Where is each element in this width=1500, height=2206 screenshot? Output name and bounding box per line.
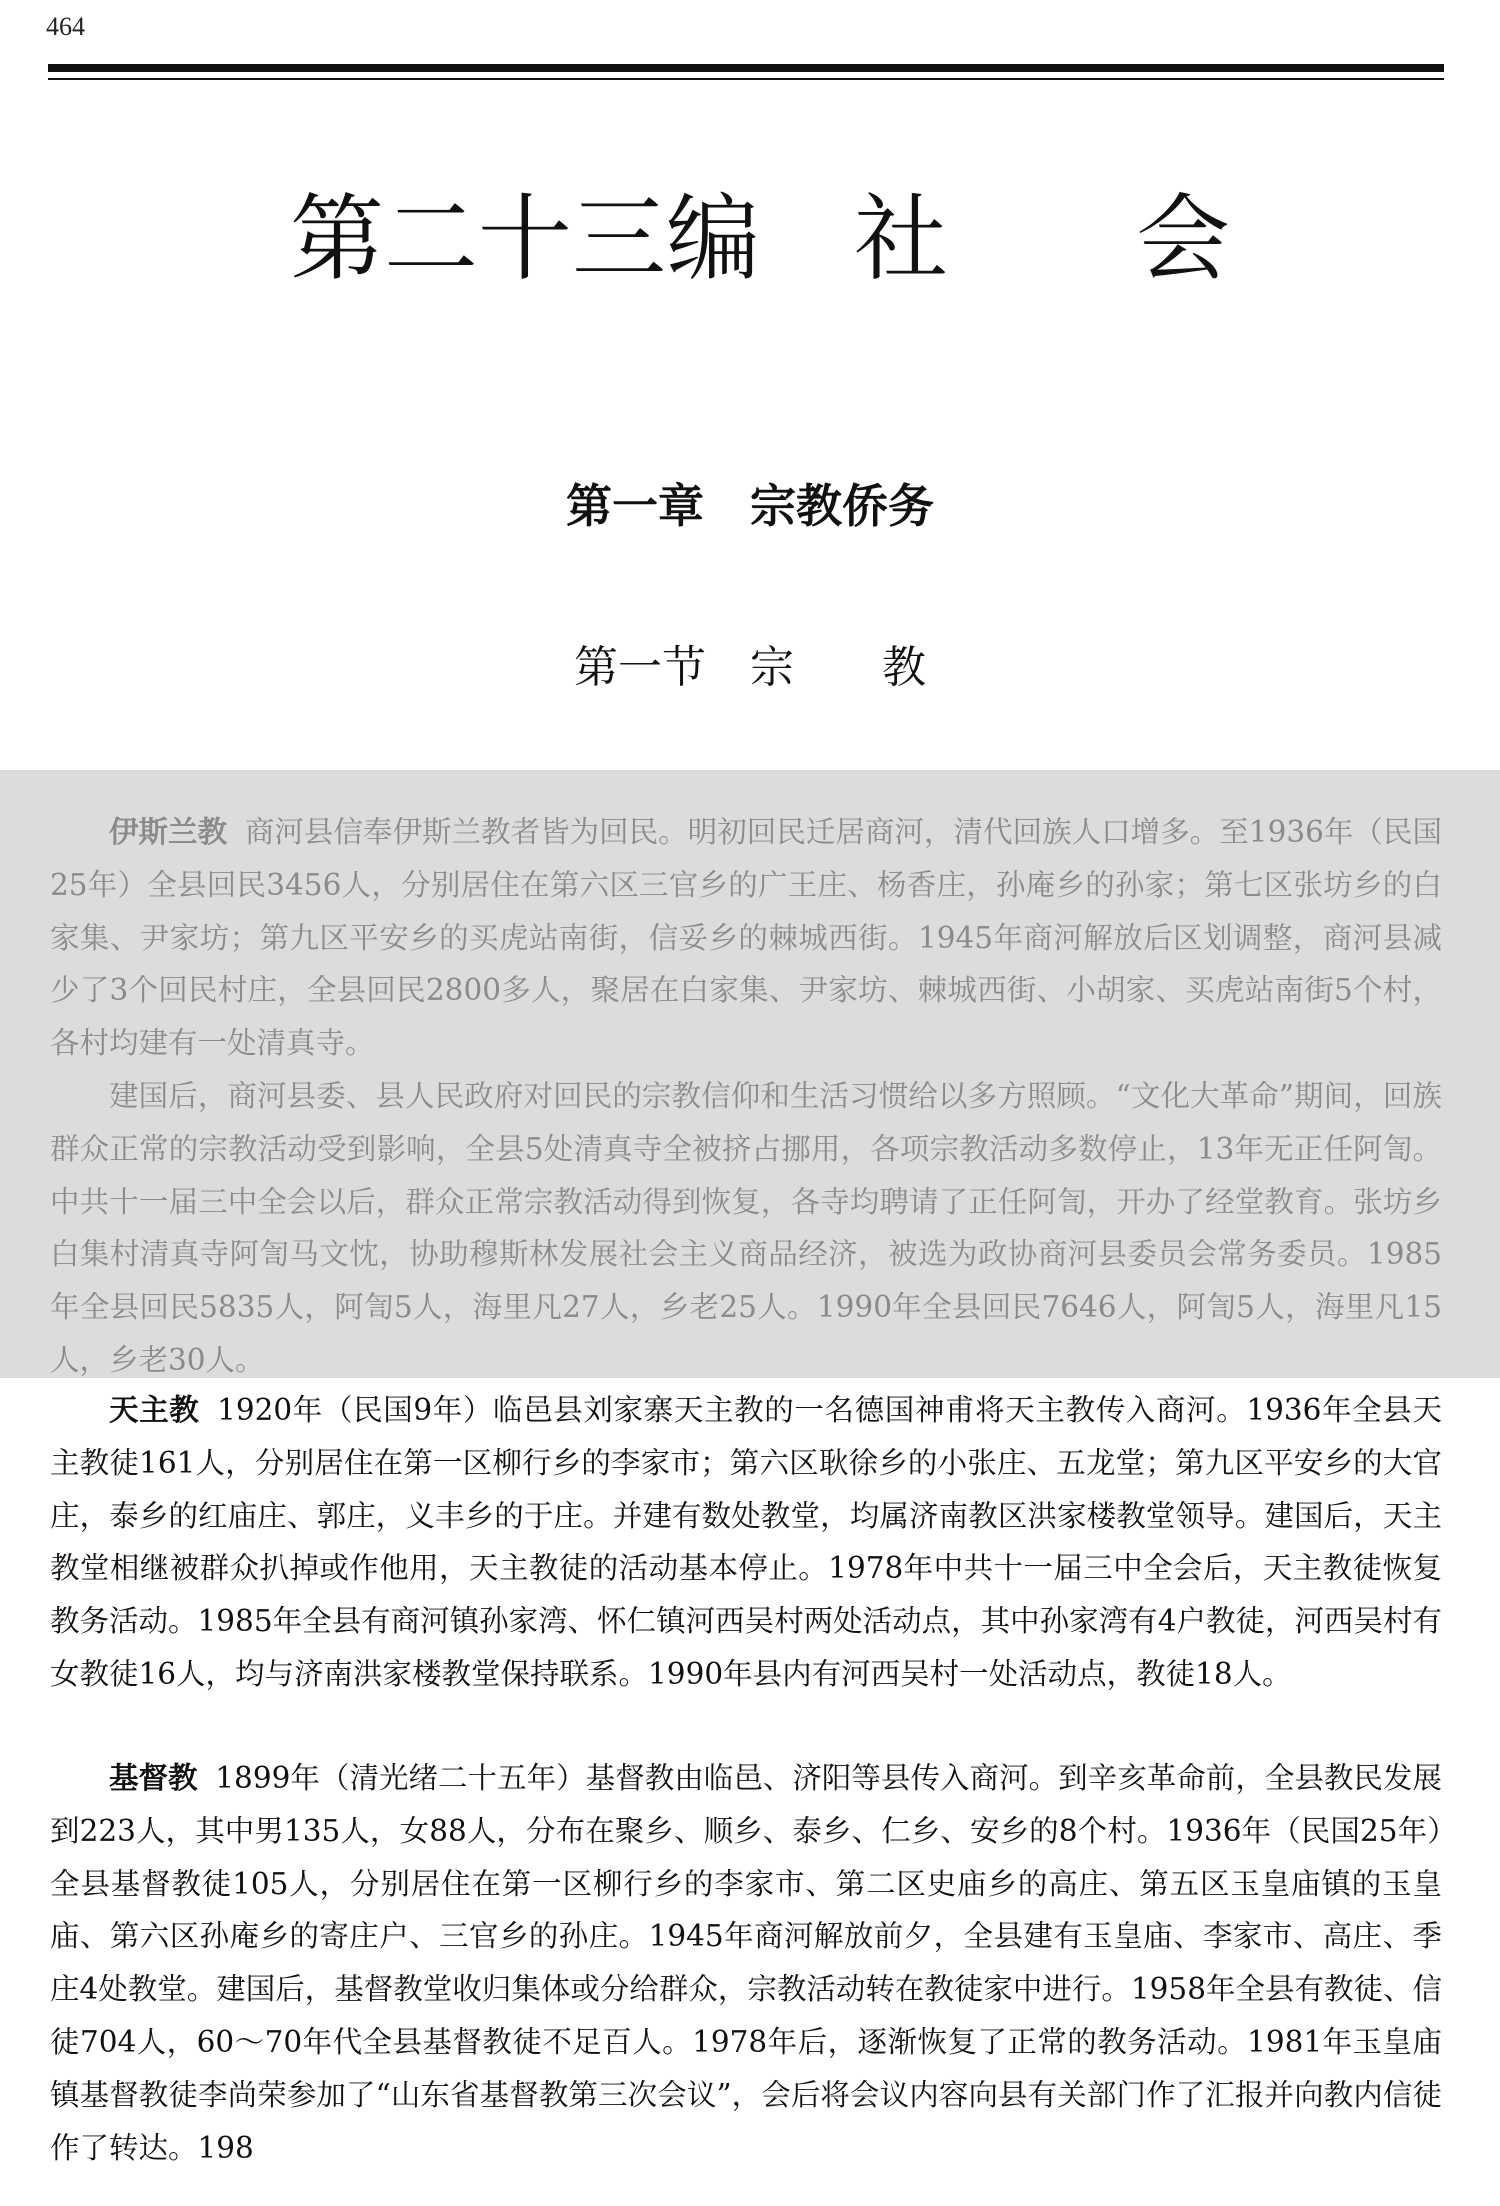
paragraph-text: 1899年（清光绪二十五年）基督教由临邑、济阳等县传入商河。到辛亥革命前，全县教民发展到223人，其中男135人，女88人，分布在聚乡、顺乡、泰乡、仁乡、安乡的8个村。1936年（民国25年）全县基督教徒105人，分别居住在第一区柳行乡的李家市、第二区史庙乡的高庄、第五区玉皇庙镇的玉皇庙、第六区孙庵乡的寄庄户、三官乡的孙庄。1945年商河解放前夕，全县建有玉皇庙、李家市、高庄、季庄4处教堂。建国后，基督教堂收归集体或分给群众，宗教活动转在教徒家中进行。1958年全县有教徒、信徒704人，60～70年代全县基督教徒不足百人。1978年后，逐渐恢复了正常的教务活动。1981年玉皇庙镇基督教徒李尚荣参加了“山东省基督教第三次会议”，会后将会议内容向县有关部门作了汇报并向教内信徒作了转达。198 — [50, 1761, 1442, 2165]
section-title: 第一节 宗 教 — [574, 642, 926, 693]
header-rule-thick — [48, 64, 1444, 72]
section-term: 基督教 — [109, 1761, 198, 1795]
body-paragraph — [50, 806, 1442, 1070]
chapter-title: 第一章 宗教侨务 — [566, 479, 934, 533]
paragraph-text: 建国后，商河县委、县人民政府对回民的宗教信仰和生活习惯给以多方照顾。“文化大革命”期间，回族群众正常的宗教活动受到影响，全县5处清真寺全被挤占挪用，各项宗教活动多数停止，13年无正任阿訇。中共十一届三中全会以后，群众正常宗教活动得到恢复，各寺均聘请了正任阿訇，开办了经堂教育。张坊乡白集村清真寺阿訇马文忱，协助穆斯林发展社会主义商品经济，被选为政协商河县委员会常务委员。1985年全县回民5835人，阿訇5人，海里凡27人，乡老25人。1990年全县回民7646人，阿訇5人，海里凡15人，乡老30人。 — [50, 1078, 1442, 1377]
islam-section — [50, 806, 1442, 1387]
catholic-section — [50, 1384, 1442, 1701]
header-rule-thin — [48, 78, 1444, 80]
page-number: 464 — [46, 12, 85, 41]
body-paragraph — [50, 1070, 1442, 1387]
section-term: 天主教 — [109, 1393, 200, 1427]
body-paragraph — [50, 1384, 1442, 1701]
section-term: 伊斯兰教 — [109, 815, 228, 849]
paragraph-text: 商河县信奉伊斯兰教者皆为回民。明初回民迁居商河，清代回族人口增多。至1936年（民国25年）全县回民3456人，分别居住在第六区三官乡的广王庄、杨香庄，孙庵乡的孙家；第七区张坊乡的白家集、尹家坊；第九区平安乡的买虎站南街，信妥乡的棘城西街。1945年商河解放后区划调整，商河县减少了3个回民村庄，全县回民2800多人，聚居在白家集、尹家坊、棘城西街、小胡家、买虎站南街5个村，各村均建有一处清真寺。 — [50, 815, 1442, 1061]
body-paragraph — [50, 1752, 1442, 2174]
part-title: 第二十三编 社 会 — [290, 185, 1231, 294]
protestant-section — [50, 1752, 1442, 2174]
paragraph-text: 1920年（民国9年）临邑县刘家寨天主教的一名德国神甫将天主教传入商河。1936年全县天主教徒161人，分别居住在第一区柳行乡的李家市；第六区耿徐乡的小张庄、五龙堂；第九区平安乡的大官庄，泰乡的红庙庄、郭庄，义丰乡的于庄。并建有数处教堂，均属济南教区洪家楼教堂领导。建国后，天主教堂相继被群众扒掉或作他用，天主教徒的活动基本停止。1978年中共十一届三中全会后，天主教徒恢复教务活动。1985年全县有商河镇孙家湾、怀仁镇河西吴村两处活动点，其中孙家湾有4户教徒，河西吴村有女教徒16人，均与济南洪家楼教堂保持联系。1990年县内有河西吴村一处活动点，教徒18人。 — [50, 1393, 1442, 1691]
